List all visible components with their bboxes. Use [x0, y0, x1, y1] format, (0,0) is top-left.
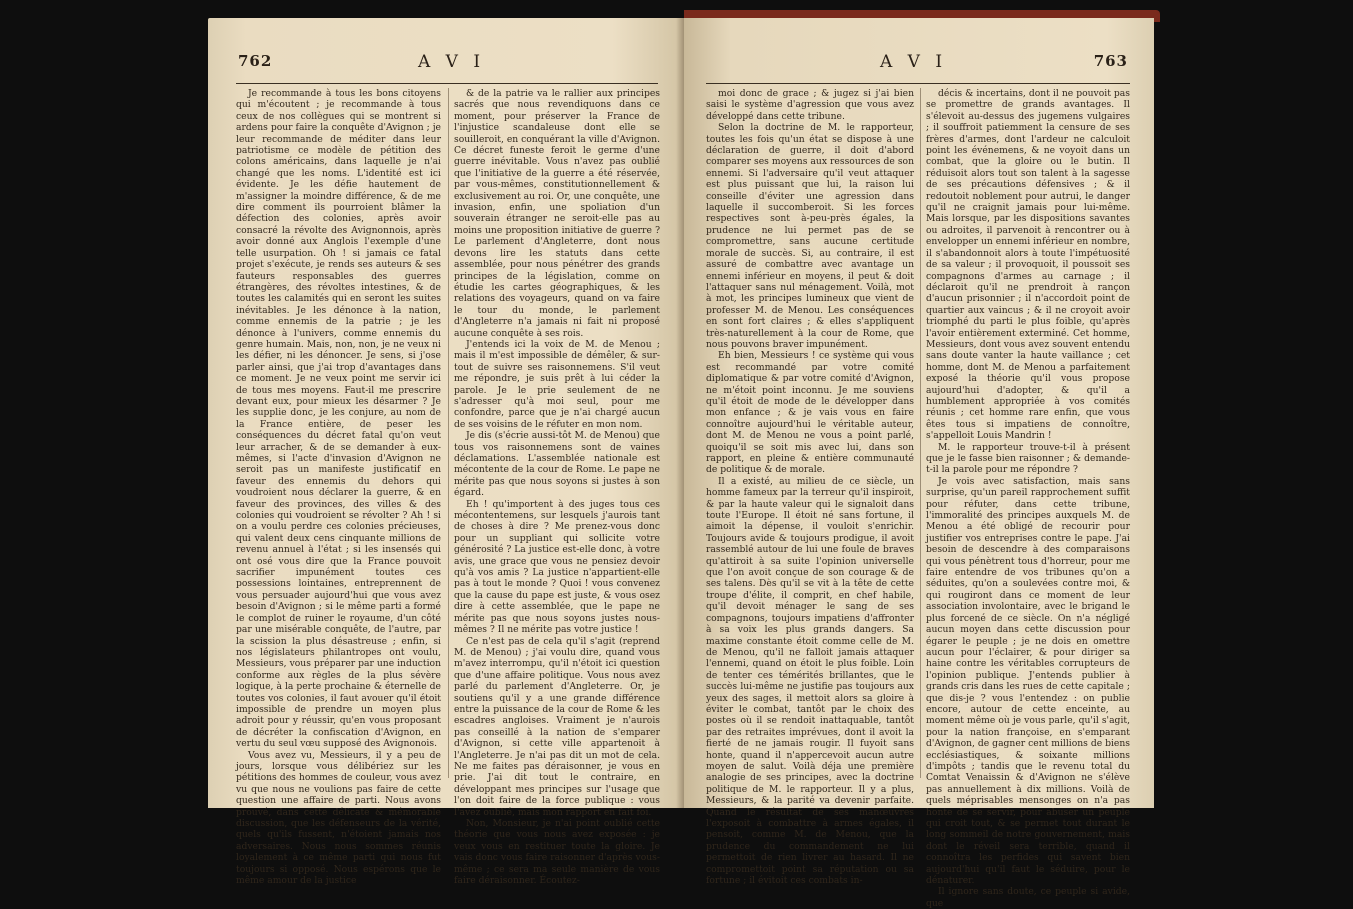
paragraph: Vous avez vu, Messieurs, il y a peu de jours, lorsque vous délibériez sur les pétitions des hommes de couleur, vous avez vu que nous ne voulions pas faire de cette question une affaire de parti. Nous avons prouvé, dans cette délicate & mémorable discussion, que les défenseurs de la vérité, quels qu'ils fussent, n'étoient jamais nos adversaires. Nous nous sommes réunis loyalement à ce même parti qui nous fut toujours si opposé. Nous espérons que le même amour de la justice: [236, 749, 441, 887]
right-headword: A V I: [880, 52, 948, 72]
left-page-column-1: [236, 88, 441, 887]
paragraph: Selon la doctrine de M. le rapporteur, toutes les fois qu'un état se dispose à une déclaration de guerre, il doit d'abord comparer ses moyens aux ressources de son ennemi. Si l'adversaire qu'il veut attaquer est plus puissant que lui, la raison lui conseille d'éviter une agression dans laquelle il succomberoit. Si les forces respectives sont à-peu-près égales, la prudence ne lui permet pas de se compromettre, sans aucune certitude morale de succès. Si, au contraire, il est assuré de combattre avec avantage un ennemi inférieur en moyens, il peut & doit l'attaquer sans nul ménagement. Voilà, mot à mot, les principes lumineux que vient de professer M. de Menou. Les conséquences en sont fort claires ; & elles s'appliquent très-naturellement à la cour de Rome, que nous pouvons braver impunément.: [706, 122, 914, 350]
right-page-column-1: [706, 88, 914, 887]
paragraph: Je recommande à tous les bons citoyens qui m'écoutent ; je recommande à tous ceux de nos collègues qui se montrent si ardens pour faire la conquête d'Avignon ; je leur recommande de méditer dans leur patriotisme ce modèle de pétition des colons américains, dans laquelle je n'ai changé que les noms. L'identité est ici évidente. Je les défie hautement de m'assigner la moindre différence, & de me dire comment ils pourroient blâmer la défection des colonies, après avoir consacré la révolte des Avignonnois, après avoir donné aux Anglois l'exemple d'une telle usurpation. Oh ! si jamais ce fatal projet s'exécute, je rends ses auteurs & ses fauteurs responsables des guerres étrangères, des révoltes intestines, & de toutes les calamités qui en seront les suites inévitables. Je les dénonce à la nation, comme ennemis de la patrie ; je les dénonce à l'univers, comme ennemis du genre humain. Mais, non, non, je ne veux ni les défier, ni les dénoncer. Je sens, si j'ose parler ainsi, que j'ai trop d'avantages dans ce moment. Je ne veux point me servir ici de tous mes moyens. Faut-il me prescrire devant eux, pour mieux les désarmer ? Je les supplie donc, je les conjure, au nom de la France entière, de peser les conséquences du décret fatal qu'on veut leur arracher, & de se demander à eux-mêmes, si l'acte d'invasion d'Avignon ne seroit pas un manifeste justificatif en faveur des ennemis du dehors qui voudroient nous déclarer la guerre, & en faveur des provinces, des villes & des colonies qui voudroient se révolter ? Ah ! si on a voulu perdre ces colonies précieuses, qui valent deux cens cinquante millions de revenu annuel à l'état ; si les insensés qui ont osé vous dire que la France pouvoit sacrifier impunément toutes ces possessions lointaines, entreprennent de vous persuader aujourd'hui que vous avez besoin d'Avignon ; si le même parti a formé le complot de ruiner le royaume, d'un côté par une misérable conquête, de l'autre, par la scission la plus désastreuse ; enfin, si nos législateurs philantropes ont voulu, Messieurs, vous préparer par une induction conforme aux règles de la plus sévère logique, à la perte prochaine & éternelle de toutes vos colonies, il faut avouer qu'il étoit impossible de prendre un moyen plus adroit pour y réussir, qu'en vous proposant de décréter la confiscation d'Avignon, en vertu du seul vœu supposé des Avignonois.: [236, 88, 441, 750]
left-page-column-2: [454, 88, 660, 887]
paragraph: Ce n'est pas de cela qu'il s'agit (reprend M. de Menou) ; j'ai voulu dire, quand vous m'avez interrompu, qu'il n'étoit ici question que d'une affaire politique. Vous nous avez parlé du parlement d'Angleterre. Or, je soutiens qu'il y a une grande différence entre la puissance de la cour de Rome & les escadres angloises. Vraiment je n'aurois pas conseillé à la nation de s'emparer d'Avignon, si cette ville appartenoit à l'Angleterre. Je n'ai pas dit un mot de cela. Ne me faites pas déraisonner, je vous en prie. J'ai dit tout le contraire, en développant mes principes sur l'usage que l'on doit faire de la force publique : vous l'avez oublié, mais mon rapport en fait foi.: [454, 635, 660, 818]
left-running-head: [208, 52, 684, 86]
paragraph: Je dis (s'écrie aussi-tôt M. de Menou) que tous vos raisonnemens sont de vaines déclamations. L'assemblée nationale est mécontente de la cour de Rome. Le pape ne mérite pas que nous soyons si justes à son égard.: [454, 430, 660, 499]
paragraph: Eh ! qu'importent à des juges tous ces mécontentemens, sur lesquels j'aurois tant de choses à dire ? Me prenez-vous donc pour un suppliant qui sollicite votre générosité ? La justice est-elle donc, à votre avis, une grace que vous ne pensiez devoir qu'à vos amis ? La justice n'appartient-elle pas à tout le monde ? Quoi ! vous convenez que la cause du pape est juste, & vous osez dire à cette assemblée, que le pape ne mérite pas que nous soyons justes nous-mêmes ? Il ne mérite pas votre justice !: [454, 498, 660, 636]
paragraph: Il ignore sans doute, ce peuple si avide, que: [926, 886, 1130, 909]
left-column-divider: [448, 88, 449, 778]
paragraph: Eh bien, Messieurs ! ce système qui vous est recommandé par votre comité diplomatique & par votre comité d'Avignon, ne m'étoit point inconnu. Je me souviens qu'il étoit de mode de le développer dans mon enfance ; & je vais vous en faire connoître aujourd'hui le véritable auteur, dont M. de Menou ne vous a point parlé, quoiqu'il se soit mis avec lui, dans son rapport, en pleine & entière communauté de politique & de morale.: [706, 350, 914, 476]
right-column-divider: [920, 88, 921, 778]
right-page-column-2: [926, 88, 1130, 909]
paragraph: Non, Monsieur, je n'ai point oublié cette théorie que vous nous avez exposée : je veux vous en restituer toute la gloire. Je vais donc vous faire raisonner d'après vous-même ; ce sera ma seule manière de vous faire déraisonner. Écoutez-: [454, 818, 660, 887]
right-running-head: [684, 52, 1154, 86]
right-page-number: 763: [1093, 52, 1128, 70]
left-head-rule: [236, 83, 658, 84]
paragraph: Il a existé, au milieu de ce siècle, un homme fameux par la terreur qu'il inspiroit, & par la haute valeur qui le signaloit dans toute l'Europe. Il étoit né sans fortune, il aimoit la dépense, il vouloit s'enrichir. Toujours avide & toujours prodigue, il avoit rassemblé autour de lui une foule de braves qu'attiroit à sa suite l'opinion universelle que l'on avoit conçue de son courage & de ses talens. Dès qu'il se vit à la tête de cette troupe d'élite, il comprit, en chef habile, qu'il devoit ménager le sang de ses compagnons, toujours impatiens d'affronter à sa voix les plus grands dangers. Sa maxime constante étoit comme celle de M. de Menou, qu'il ne falloit jamais attaquer l'ennemi, quand on étoit le plus foible. Loin de tenter ces témérités brillantes, que le succès lui-même ne justifie pas toujours aux yeux des sages, il mettoit alors sa gloire à éviter le combat, tantôt par le choix des postes où il se rendoit inattaquable, tantôt par des retraites imprévues, dont il avoit la fierté de ne jamais rougir. Il fuyoit sans honte, quand il n'appercevoit aucun autre moyen de salut. Voilà déja une première analogie de ses principes, avec la doctrine politique de M. le rapporteur. Il y a plus, Messieurs, & la parité va devenir parfaite. Quand le résultat de ses manœuvres l'exposoit à combattre à armes égales, il pensoit, comme M. de Menou, que la prudence du commandement ne lui permettoit de rien livrer au hasard. Il ne compromettoit point sa réputation ou sa fortune ; il évitoit ces combats in-: [706, 475, 914, 887]
left-page: [208, 18, 684, 887]
paragraph: J'entends ici la voix de M. de Menou ; mais il m'est impossible de démêler, & sur-tout de suivre ses raisonnemens. S'il veut me répondre, je suis prêt à lui céder la parole. Je le prie seulement de ne s'adresser qu'à moi seul, pour me confondre, parce que je n'ai chargé aucun de ses voisins de le réfuter en mon nom.: [454, 338, 660, 430]
paragraph: Je vois avec satisfaction, mais sans surprise, qu'un pareil rapprochement suffit pour réfuter, dans cette tribune, l'immoralité des principes auxquels M. de Menou a été obligé de recourir pour justifier vos entreprises contre le pape. J'ai besoin de descendre à des comparaisons qui vous pénètrent tous d'horreur, pour me faire entendre de vos tribunes qu'on a séduites, qu'on a soulevées contre moi, & qui rougiront dans ce moment de leur association involontaire, avec le brigand le plus forcené de ce siècle. On n'a négligé aucun moyen dans cette discussion pour égarer le peuple ; je ne dois en omettre aucun pour l'éclairer, & pour diriger sa haine contre les véritables corrupteurs de l'opinion publique. J'entends publier à grands cris dans les rues de cette capitale ; que dis-je ? vous l'entendez : on publie encore, autour de cette enceinte, au moment même où je vous parle, qu'il s'agit, pour la nation françoise, en s'emparant d'Avignon, de gagner cent millions de biens ecclésiastiques, & soixante millions d'impôts ; tandis que le revenu total du Comtat Venaissin & d'Avignon ne s'élève pas annuellement à dix millions. Voilà de quels méprisables mensonges on n'a pas honte de se servir, pour abuser un peuple qui croit tout, & se permet tout durant le long sommeil de notre gouvernement, mais dont le réveil sera terrible, quand il connoîtra les perfides qui savent bien aujourd'hui qu'il faut le séduire, pour le dénaturer.: [926, 475, 1130, 887]
right-head-rule: [706, 83, 1130, 84]
paragraph: & de la patrie va le rallier aux principes sacrés que nous revendiquons dans ce moment, pour préserver la France de l'injustice scandaleuse dont elle se souilleroit, en conquérant la ville d'Avignon. Ce décret funeste feroit le germe d'une guerre inévitable. Vous n'avez pas oublié que l'initiative de la guerre a été réservée, par vous-mêmes, constitutionnellement & exclusivement au roi. Or, une conquête, une invasion, enfin, une spoliation d'un souverain étranger ne seroit-elle pas au moins une proposition initiative de guerre ? Le parlement d'Angleterre, dont nous devons lire les statuts dans cette assemblée, pour nous pénétrer des grands principes de la législation, comme on étudie les cartes géographiques, & les relations des voyageurs, quand on va faire le tour du monde, le parlement d'Angleterre n'a jamais ni fait ni proposé aucune conquête à ses rois.: [454, 88, 660, 339]
paragraph: M. le rapporteur trouve-t-il à présent que je le fasse bien raisonner ; & demande-t-il la parole pour me répondre ?: [926, 441, 1130, 476]
right-page: [684, 18, 1154, 909]
paragraph: décis & incertains, dont il ne pouvoit pas se promettre de grands avantages. Il s'élevoit au-dessus des jugemens vulgaires ; il souffroit patiemment la censure de ses frères d'armes, dont l'ardeur ne calculoit point les événemens, & ne voyoit dans un combat, que la gloire ou le butin. Il réduisoit alors tout son talent à la sagesse de ses précautions défensives ; & il redoutoit noblement pour autrui, le danger qu'il ne craignit jamais pour lui-même. Mais lorsque, par les dispositions savantes ou adroites, il parvenoit à rencontrer ou à envelopper un ennemi inférieur en nombre, il s'abandonnoit alors à toute l'impétuosité de sa valeur ; il provoquoit, il poussoit ses compagnons d'armes au carnage ; il déclaroit qu'il ne prendroit à rançon d'aucun prisonnier ; il n'accordoit point de quartier aux vaincus ; & il ne croyoit avoir triomphé du parti le plus foible, qu'après l'avoir entièrement exterminé. Cet homme, Messieurs, dont vous avez souvent entendu sans doute vanter la haute vaillance ; cet homme, dont M. de Menou a parfaitement exposé la théorie qu'il vous propose aujourd'hui d'adopter, & qu'il a humblement appropriée à vos comités réunis ; cet homme rare enfin, que vous êtes tous si impatiens de connoître, s'appelloit Louis Mandrin !: [926, 88, 1130, 442]
paragraph: moi donc de grace ; & jugez si j'ai bien saisi le système d'agression que vous avez développé dans cette tribune.: [706, 88, 914, 122]
left-page-number: 762: [238, 52, 273, 70]
left-headword: A V I: [418, 52, 486, 72]
